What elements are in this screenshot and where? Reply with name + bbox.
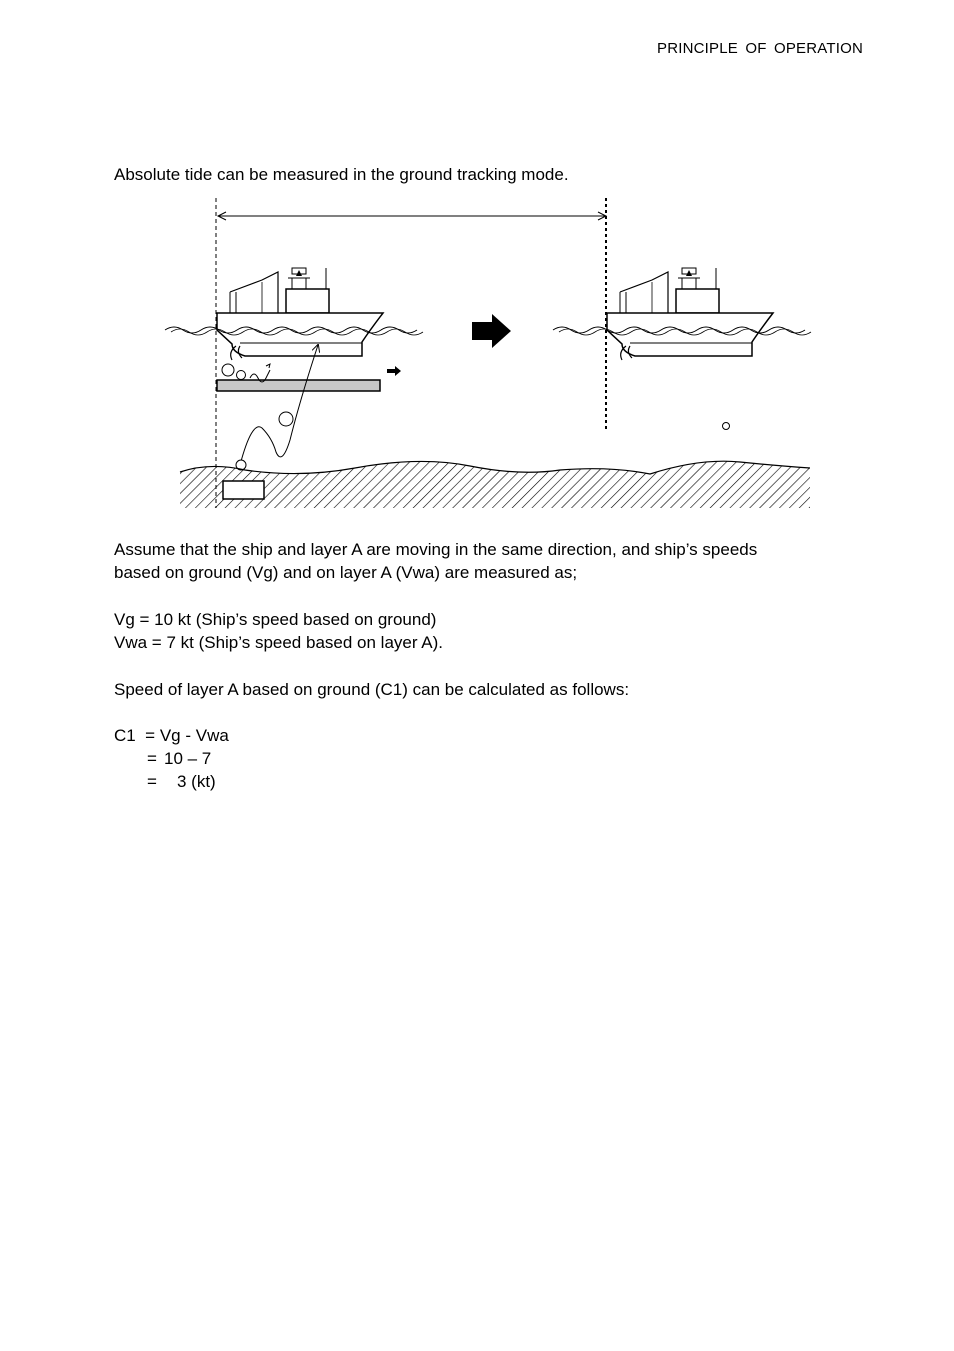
echo-bubble <box>237 371 246 380</box>
equation-line-3 <box>147 770 216 793</box>
equation-equals-sign: = <box>147 749 157 768</box>
ship-icon <box>217 268 383 360</box>
equation-result: 3 (kt) <box>177 772 216 791</box>
assume-line-1: Assume that the ship and layer A are moving in the same direction, and ship’s speeds <box>114 540 758 559</box>
vwa-definition: Vwa = 7 kt (Ship’s speed based on layer A). <box>114 633 444 652</box>
movement-arrow-icon <box>472 314 511 348</box>
travel-distance-arrow <box>218 212 606 220</box>
intro-text: Absolute tide can be measured in the ground tracking mode. <box>114 165 569 184</box>
assume-line-2: based on ground (Vg) and on layer A (Vwa) are measured as; <box>114 563 578 582</box>
transducer-block <box>223 481 264 499</box>
echo-bubble <box>723 423 730 430</box>
equation-value: 10 – 7 <box>164 749 212 768</box>
echo-bubble <box>279 412 293 426</box>
ground-echo-path <box>240 345 318 465</box>
vg-definition: Vg = 10 kt (Ship’s speed based on ground) <box>114 610 437 629</box>
equation-equals-sign: = <box>147 772 157 791</box>
speed-calculation-text: Speed of layer A based on ground (C1) can be calculated as follows: <box>114 680 630 699</box>
assume-paragraph <box>114 538 757 584</box>
seabed-hatch <box>175 450 815 510</box>
equation-line-1: C1 = Vg - Vwa <box>114 726 229 745</box>
layer-a-arrow-icon <box>387 366 401 376</box>
layer-a-bar <box>217 380 380 391</box>
equation-line-2 <box>147 747 211 770</box>
ship-icon <box>607 268 773 360</box>
ground-tracking-diagram <box>0 190 954 520</box>
page-header: PRINCIPLE OF OPERATION <box>657 40 863 57</box>
echo-bubble <box>222 364 234 376</box>
